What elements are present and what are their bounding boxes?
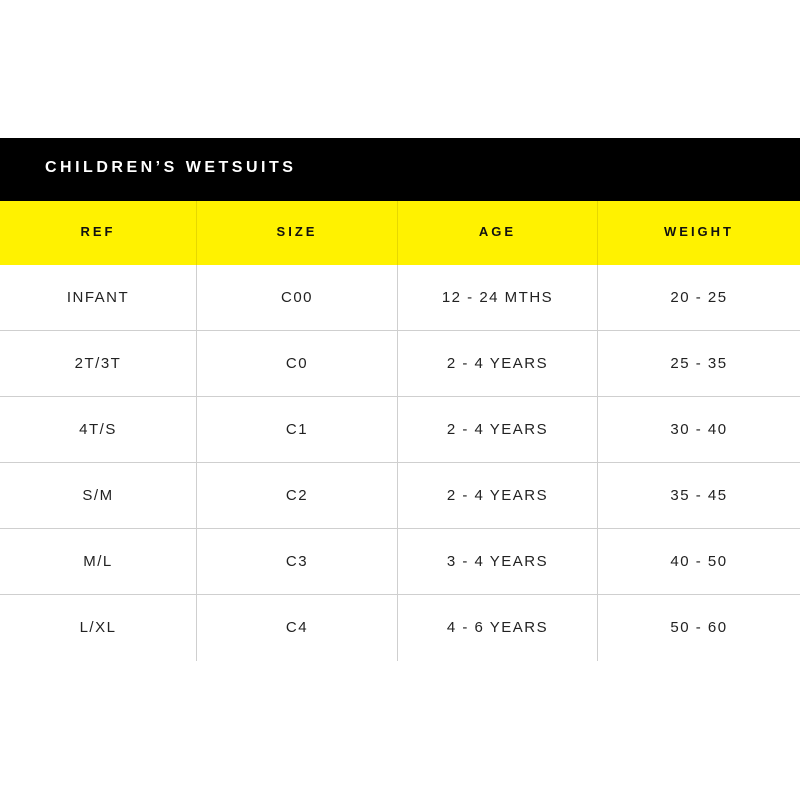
cell-age: 12 - 24 MTHS (398, 265, 598, 330)
table-header-row (0, 201, 800, 265)
cell-ref: 4T/S (0, 397, 197, 462)
table-row (0, 265, 800, 331)
cell-weight: 40 - 50 (670, 553, 728, 570)
cell-ref: S/M (0, 463, 197, 528)
page-title: CHILDREN’S WETSUITS (45, 159, 297, 176)
cell-size: C3 (197, 529, 398, 594)
cell-size: C00 (197, 265, 398, 330)
table-row (0, 331, 800, 397)
cell-ref: INFANT (0, 265, 197, 330)
cell-weight: 35 - 45 (670, 487, 728, 504)
column-header-weight: WEIGHT (664, 224, 734, 239)
cell-weight: 25 - 35 (670, 355, 728, 372)
cell-size: C2 (197, 463, 398, 528)
table-row (0, 529, 800, 595)
cell-weight: 30 - 40 (670, 421, 728, 438)
cell-weight: 50 - 60 (670, 619, 728, 636)
cell-ref: 2T/3T (0, 331, 197, 396)
cell-size: C1 (197, 397, 398, 462)
column-header-age: AGE (398, 201, 598, 265)
cell-ref: L/XL (0, 595, 197, 661)
cell-ref: M/L (0, 529, 197, 594)
title-bar (0, 138, 800, 201)
column-header-ref: REF (0, 201, 197, 265)
table-row (0, 463, 800, 529)
cell-age: 4 - 6 YEARS (398, 595, 598, 661)
cell-age: 2 - 4 YEARS (398, 463, 598, 528)
cell-size: C0 (197, 331, 398, 396)
column-header-size: SIZE (197, 201, 398, 265)
cell-age: 2 - 4 YEARS (398, 397, 598, 462)
cell-age: 2 - 4 YEARS (398, 331, 598, 396)
table-row (0, 595, 800, 661)
size-table (0, 265, 800, 661)
cell-size: C4 (197, 595, 398, 661)
cell-weight: 20 - 25 (670, 289, 728, 306)
table-row (0, 397, 800, 463)
cell-age: 3 - 4 YEARS (398, 529, 598, 594)
